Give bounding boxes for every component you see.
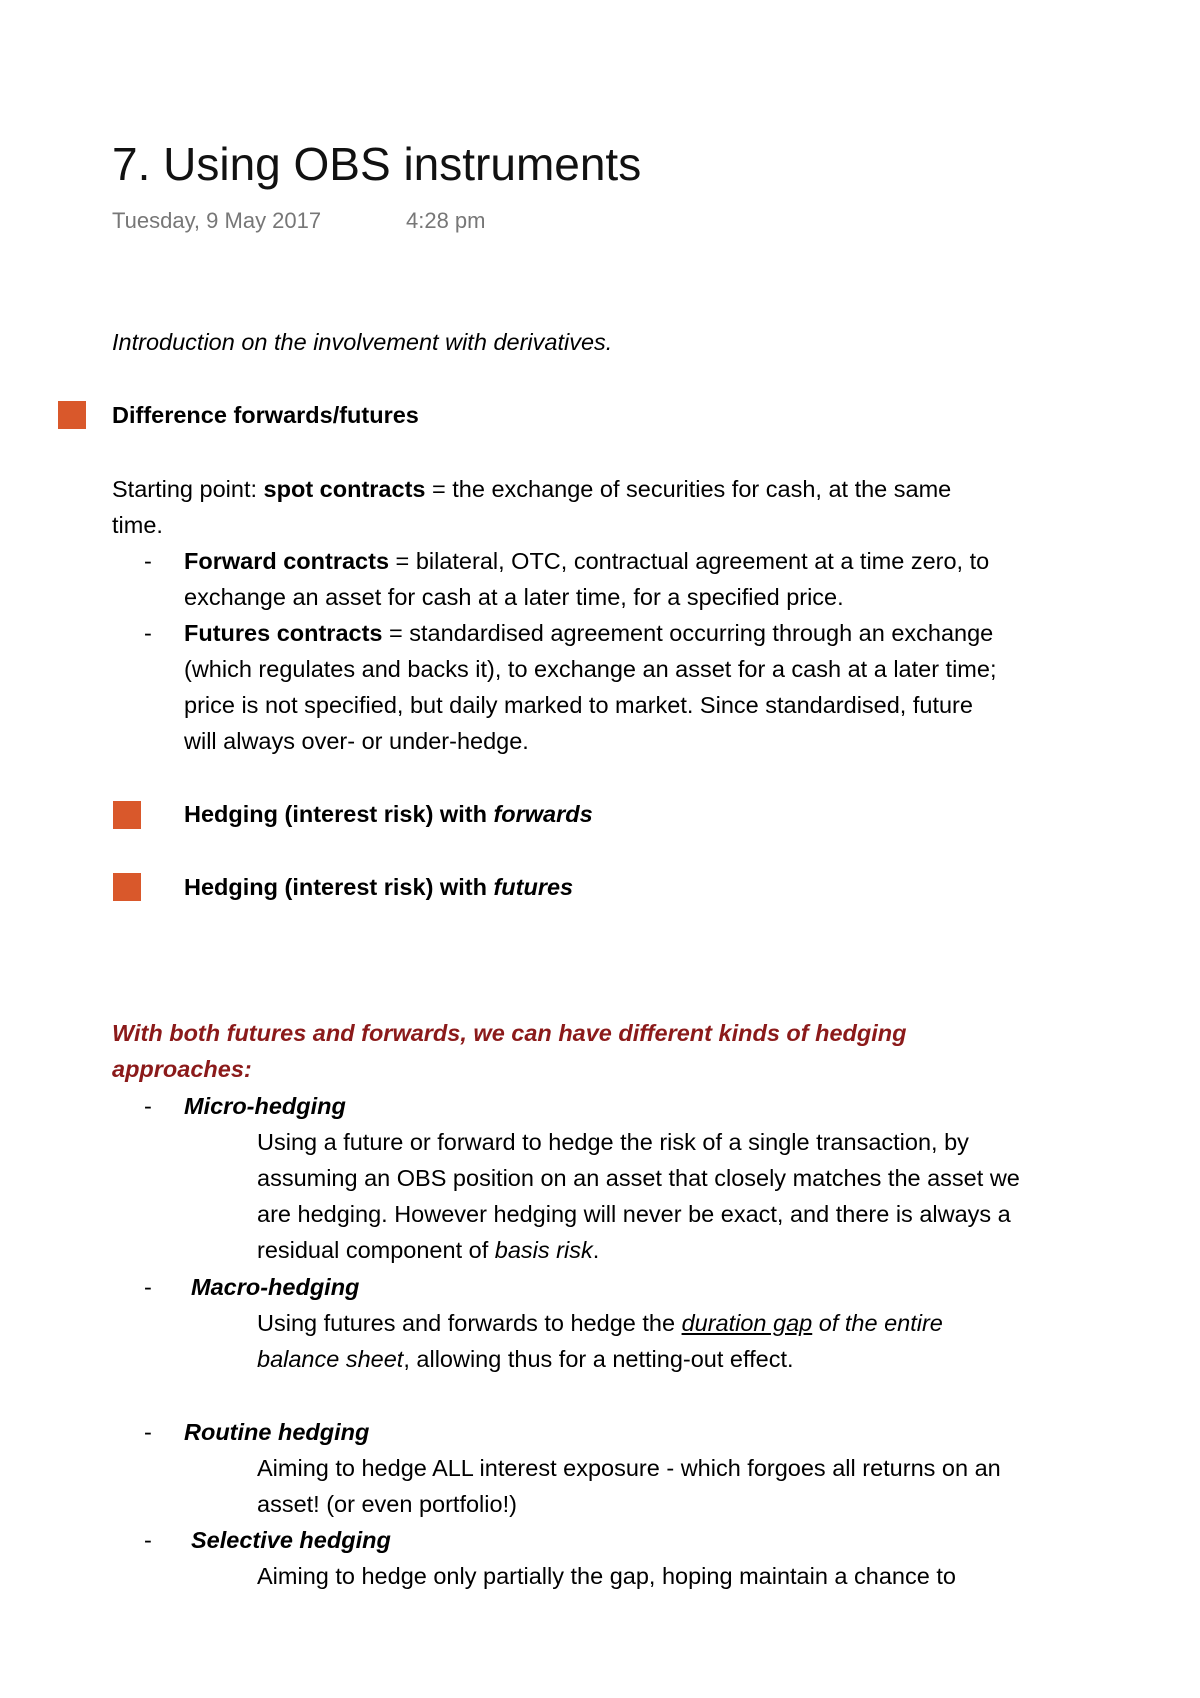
page-date: Tuesday, 9 May 2017: [112, 208, 322, 233]
starting-point-line: Starting point: spot contracts = the exchange of securities for cash, at the same: [112, 476, 952, 502]
micro-line-2: assuming an OBS position on an asset that closely matches the asset we: [257, 1165, 1020, 1191]
forward-def-line: Forward contracts = bilateral, OTC, contractual agreement at a time zero, to: [184, 548, 990, 574]
section-marker-square: [58, 401, 86, 429]
list-dash: -: [144, 1527, 152, 1553]
routine-hedging-label: Routine hedging: [184, 1419, 370, 1445]
micro-line-1: Using a future or forward to hedge the risk of a single transaction, by: [257, 1129, 969, 1155]
section-marker-square: [113, 801, 141, 829]
routine-line-1: Aiming to hedge ALL interest exposure - which forgoes all returns on an: [257, 1455, 1001, 1481]
futures-def-line-4: will always over- or under-hedge.: [184, 728, 529, 754]
forward-def-line-2: exchange an asset for cash at a later time, for a specified price.: [184, 584, 844, 610]
approaches-intro-2: approaches:: [112, 1056, 252, 1082]
list-dash: -: [144, 1419, 152, 1445]
section-heading: Difference forwards/futures: [112, 402, 419, 428]
macro-line-1: Using futures and forwards to hedge the duration gap of the entire: [257, 1310, 943, 1336]
list-dash: -: [144, 548, 152, 574]
selective-hedging-label: Selective hedging: [191, 1527, 391, 1553]
micro-line-3: are hedging. However hedging will never be exact, and there is always a: [257, 1201, 1011, 1227]
section-heading-forwards: Hedging (interest risk) with forwards: [184, 801, 593, 827]
futures-def-line-3: price is not specified, but daily marked to market. Since standardised, future: [184, 692, 973, 718]
section-marker-square: [113, 873, 141, 901]
section-heading-futures: Hedging (interest risk) with futures: [184, 874, 574, 900]
selective-line-1: Aiming to hedge only partially the gap, hoping maintain a chance to: [257, 1563, 956, 1589]
starting-point-line-2: time.: [112, 512, 163, 538]
futures-def-line: Futures contracts = standardised agreement occurring through an exchange: [184, 620, 994, 646]
macro-hedging-label: Macro-hedging: [191, 1274, 360, 1300]
list-dash: -: [144, 1274, 152, 1300]
page-title: 7. Using OBS instruments: [112, 138, 642, 190]
routine-line-2: asset! (or even portfolio!): [257, 1491, 517, 1517]
page-time: 4:28 pm: [406, 208, 486, 233]
duration-gap-term: duration gap: [681, 1310, 813, 1336]
list-dash: -: [144, 1093, 152, 1119]
list-dash: -: [144, 620, 152, 646]
intro-text: Introduction on the involvement with derivatives.: [112, 329, 613, 355]
micro-hedging-label: Micro-hedging: [184, 1093, 346, 1119]
macro-line-2: balance sheet, allowing thus for a netting-out effect.: [257, 1346, 794, 1372]
futures-def-line-2: (which regulates and backs it), to exchange an asset for a cash at a later time;: [184, 656, 997, 682]
micro-line-4: residual component of basis risk.: [257, 1237, 600, 1263]
approaches-intro: With both futures and forwards, we can have different kinds of hedging: [112, 1020, 907, 1046]
